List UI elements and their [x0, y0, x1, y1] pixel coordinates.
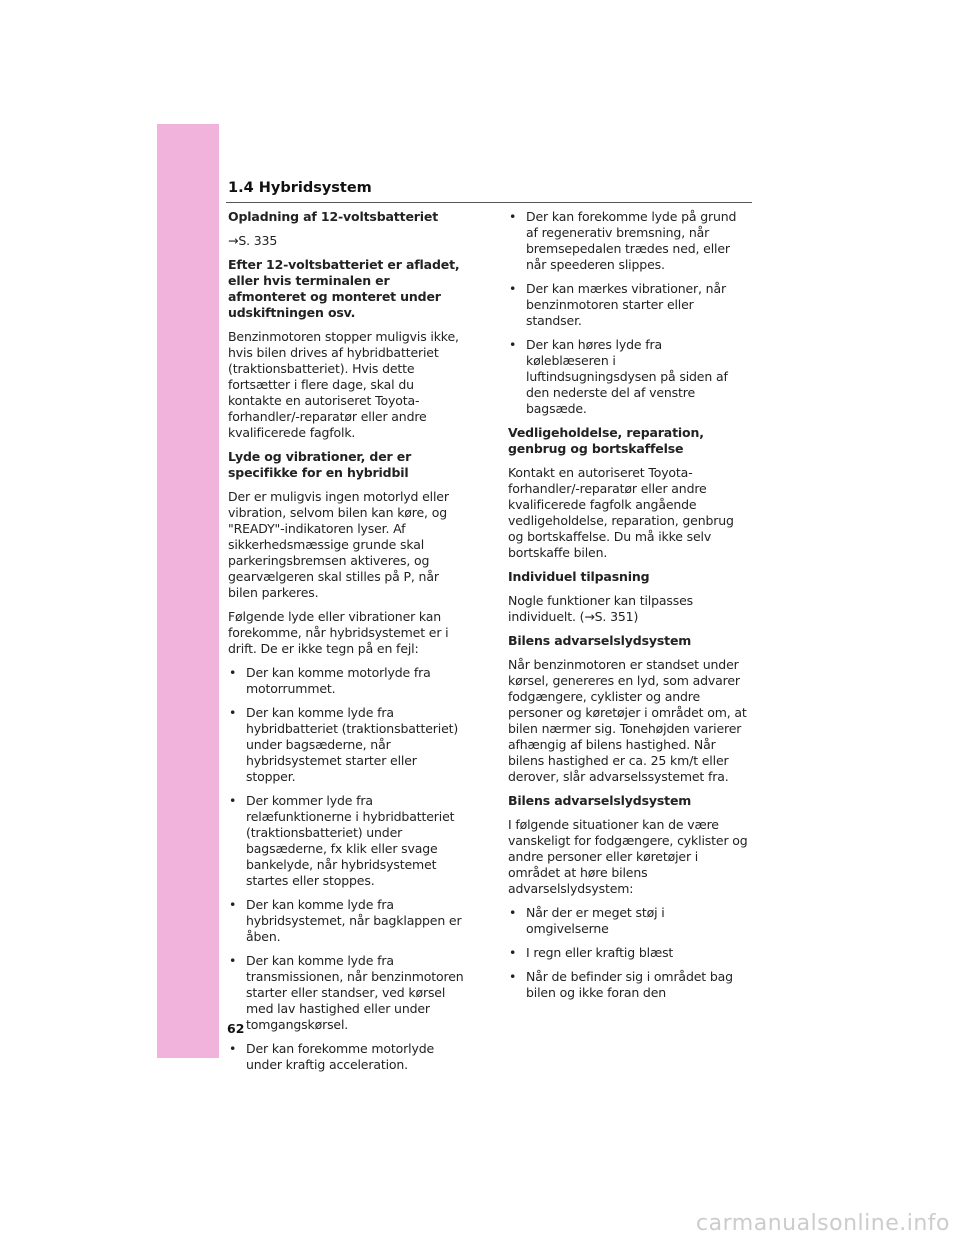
- list-item: • Når der er meget støj i omgivelserne: [508, 905, 748, 937]
- list-item: • Der kan høres lyde fra køleblæseren i luftindsugningsdysen på siden af den nederste del af venstre bagsæde.: [508, 337, 748, 417]
- list-item: • I regn eller kraftig blæst: [508, 945, 748, 961]
- chapter-margin-band: [157, 124, 219, 1058]
- heading-customization: Individuel tilpasning: [508, 569, 650, 584]
- heading-charging-12v: Opladning af 12-voltsbatteriet: [228, 209, 439, 224]
- list-item: • Der kan forekomme lyde på grund af regenerativ bremsning, når bremsepedalen trædes ned, eller når speederen slippes.: [508, 209, 748, 273]
- list-item: • Der kan forekomme motorlyde under kraftig acceleration.: [228, 1041, 468, 1073]
- heading-maintenance: Vedligeholdelse, reparation, genbrug og bortskaffelse: [508, 425, 704, 456]
- watermark: carmanualsonline.info: [696, 1211, 950, 1236]
- list-item: • Der kan komme motorlyde fra motorrummet.: [228, 665, 468, 697]
- list-item: • Der kan komme lyde fra hybridbatteriet (traktionsbatteriet) under bagsæderne, når hybridsystemet starter eller stopper.: [228, 705, 468, 785]
- page-reference: →S. 335: [228, 233, 278, 248]
- heading-warning-sound-2: Bilens advarselslydsystem: [508, 793, 692, 808]
- paragraph-after-discharge: Benzinmotoren stopper muligvis ikke, hvis bilen drives af hybridbatteriet (traktionsbatteriet). Hvis dette fortsætter i flere dage, skal du kontakte en autoriseret Toyota-forhandler/-reparatør eller andre kvalificerede fagfolk.: [228, 329, 459, 440]
- paragraph-following-sounds: Følgende lyde eller vibrationer kan forekomme, når hybridsystemet er i drift. De er ikke tegn på en fejl:: [228, 609, 449, 656]
- heading-warning-sound-1: Bilens advarselslydsystem: [508, 633, 692, 648]
- list-item: • Der kan komme lyde fra hybridsystemet, når bagklappen er åben.: [228, 897, 468, 945]
- heading-after-discharge: Efter 12-voltsbatteriet er afladet, eller hvis terminalen er afmonteret og monteret under udskiftningen osv.: [228, 257, 460, 320]
- heading-sounds-vibrations: Lyde og vibrationer, der er specifikke for en hybridbil: [228, 449, 412, 480]
- left-column: [228, 209, 468, 1081]
- page-number: 62: [227, 1021, 245, 1036]
- section-header: 1.4 Hybridsystem: [226, 178, 752, 203]
- right-column: [508, 209, 748, 1009]
- paragraph-no-engine-sound: Der er muligvis ingen motorlyd eller vibration, selvom bilen kan køre, og "READY"-indikatoren lyser. Af sikkerhedsmæssige grunde skal parkeringsbremsen aktiveres, og gearvælgeren skal stilles på P, når bilen parkeres.: [228, 489, 449, 600]
- paragraph-maintenance: Kontakt en autoriseret Toyota-forhandler/-reparatør eller andre kvalificerede fagfolk angående vedligeholdelse, reparation, genbrug og bortskaffelse. Du må ikke selv bortskaffe bilen.: [508, 465, 734, 560]
- paragraph-customization: Nogle funktioner kan tilpasses individuelt. (→S. 351): [508, 593, 694, 624]
- list-sounds-right: [508, 209, 748, 417]
- paragraph-warning-sound-1: Når benzinmotoren er standset under kørsel, genereres en lyd, som advarer fodgængere, cyklister og andre personer og køretøjer i området om, at bilen nærmer sig. Tonehøjden varierer afhængig af bilens hastighed. Når bilens hastighed er ca. 25 km/t eller derover, slår advarselssystemet fra.: [508, 657, 747, 784]
- list-item: • Der kan komme lyde fra transmissionen, når benzinmotoren starter eller standser, ved kørsel med lav hastighed eller under tomgangskørsel.: [228, 953, 468, 1033]
- list-item: • Der kan mærkes vibrationer, når benzinmotoren starter eller standser.: [508, 281, 748, 329]
- list-item: • Når de befinder sig i området bag bilen og ikke foran den: [508, 969, 748, 1001]
- list-situations: [508, 905, 748, 1001]
- list-item: • Der kommer lyde fra relæfunktionerne i hybridbatteriet (traktionsbatteriet) under bagsæderne, fx klik eller svage bankelyde, når hybridsystemet startes eller stoppes.: [228, 793, 468, 889]
- paragraph-warning-sound-2: I følgende situationer kan de være vanskeligt for fodgængere, cyklister og andre personer eller køretøjer i området at høre bilens advarselslydsystem:: [508, 817, 748, 896]
- list-sounds-left: [228, 665, 468, 1073]
